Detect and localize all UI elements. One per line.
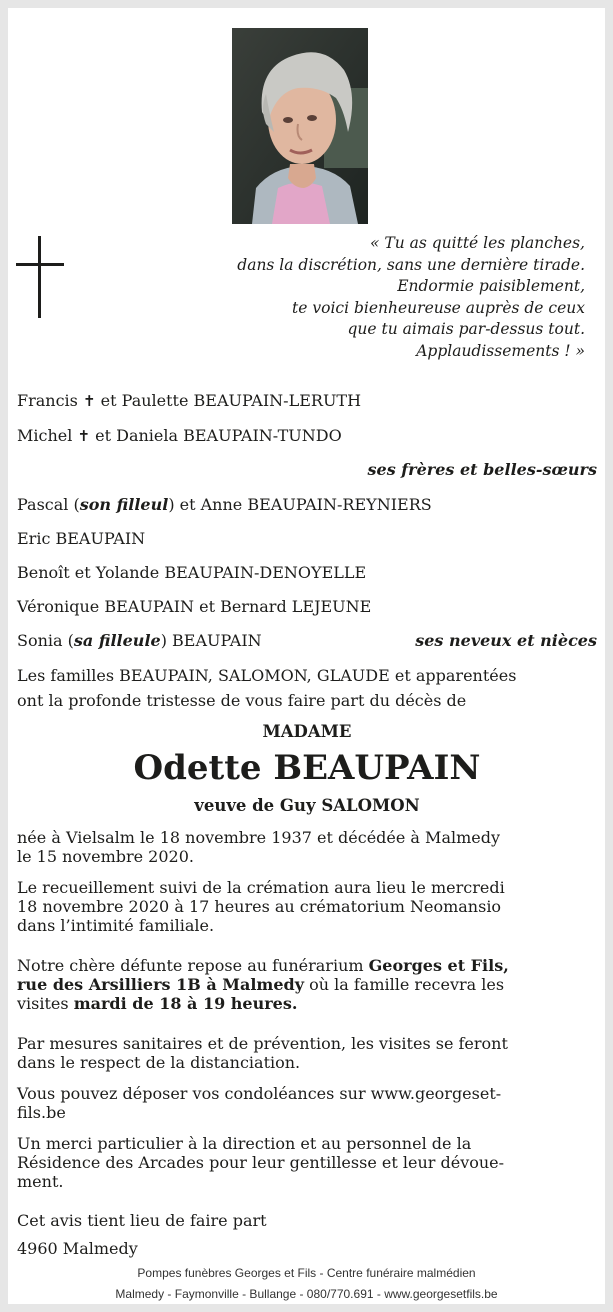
siblings-caption-row bbox=[17, 460, 597, 480]
thanks-paragraph: Un merci particulier à la direction et au personnel de la Résidence des Arcades pour leur gentillesse et leur dévoue- ment. bbox=[17, 1134, 505, 1191]
deceased-name: Odette BEAUPAIN bbox=[133, 748, 481, 788]
families-line: ont la profonde tristesse de vous faire part du décès de bbox=[17, 691, 467, 710]
quote-line: « Tu as quitté les planches, bbox=[369, 234, 585, 252]
funeral-home-footer-line2: Malmedy - Faymonville - Bullange - 080/770.691 - www.georgesetfils.be bbox=[115, 1287, 498, 1301]
nephew-line: Benoît et Yolande BEAUPAIN-DENOYELLE bbox=[17, 563, 367, 582]
siblings-caption: ses frères et belles-sœurs bbox=[367, 460, 597, 479]
portrait-photo bbox=[232, 28, 368, 224]
nephew-line: Véronique BEAUPAIN et Bernard LEJEUNE bbox=[17, 597, 372, 616]
sanitary-paragraph: Par mesures sanitaires et de prévention, les visites se feront dans le respect de la distanciation. bbox=[17, 1034, 508, 1072]
nephew-line: Pascal (son filleul) et Anne BEAUPAIN-REYNIERS bbox=[17, 495, 432, 514]
nephew-line: Eric BEAUPAIN bbox=[17, 529, 146, 548]
nephews-caption: ses neveux et nièces bbox=[415, 631, 597, 650]
families-line: Les familles BEAUPAIN, SALOMON, GLAUDE et apparentées bbox=[17, 666, 517, 685]
obituary-notice bbox=[8, 8, 605, 1304]
notice-line: Cet avis tient lieu de faire part bbox=[17, 1211, 267, 1230]
quote-line: dans la discrétion, sans une dernière tirade. bbox=[237, 255, 585, 274]
funeral-home-footer-line1: Pompes funèbres Georges et Fils - Centre funéraire malmédien bbox=[137, 1266, 476, 1280]
title-madame: MADAME bbox=[262, 722, 352, 741]
birth-death-paragraph: née à Vielsalm le 18 novembre 1937 et décédée à Malmedy le 15 novembre 2020. bbox=[17, 828, 501, 866]
sibling-line: Michel ✝ et Daniela BEAUPAIN-TUNDO bbox=[17, 426, 342, 445]
quote-line: que tu aimais par-dessus tout. bbox=[347, 320, 585, 339]
widow-of: veuve de Guy SALOMON bbox=[194, 796, 420, 815]
city-line: 4960 Malmedy bbox=[17, 1239, 138, 1258]
sibling-line: Francis ✝ et Paulette BEAUPAIN-LERUTH bbox=[17, 391, 362, 410]
ceremony-paragraph: Le recueillement suivi de la crémation aura lieu le mercredi 18 novembre 2020 à 17 heures au crématorium Neomansio dans l’intimité familiale. bbox=[17, 878, 505, 935]
small-cross-icon: ✝ bbox=[77, 427, 91, 445]
epitaph-quote bbox=[155, 233, 585, 363]
visitation-paragraph: Notre chère défunte repose au funérarium Georges et Fils, rue des Arsilliers 1B à Malmedy où la famille recevra les visites mardi de 18 à 19 heures. bbox=[17, 956, 509, 1013]
small-cross-icon: ✝ bbox=[82, 392, 96, 410]
quote-line: Endormie paisiblement, bbox=[397, 277, 585, 296]
quote-line: Applaudissements ! » bbox=[416, 341, 585, 360]
condolences-paragraph: Vous pouvez déposer vos condoléances sur www.georgeset- fils.be bbox=[17, 1084, 502, 1122]
latin-cross-icon bbox=[16, 236, 64, 318]
quote-line: te voici bienheureuse auprès de ceux bbox=[292, 298, 585, 317]
nephew-line: Sonia (sa filleule) BEAUPAIN ses neveux et nièces bbox=[17, 631, 597, 650]
